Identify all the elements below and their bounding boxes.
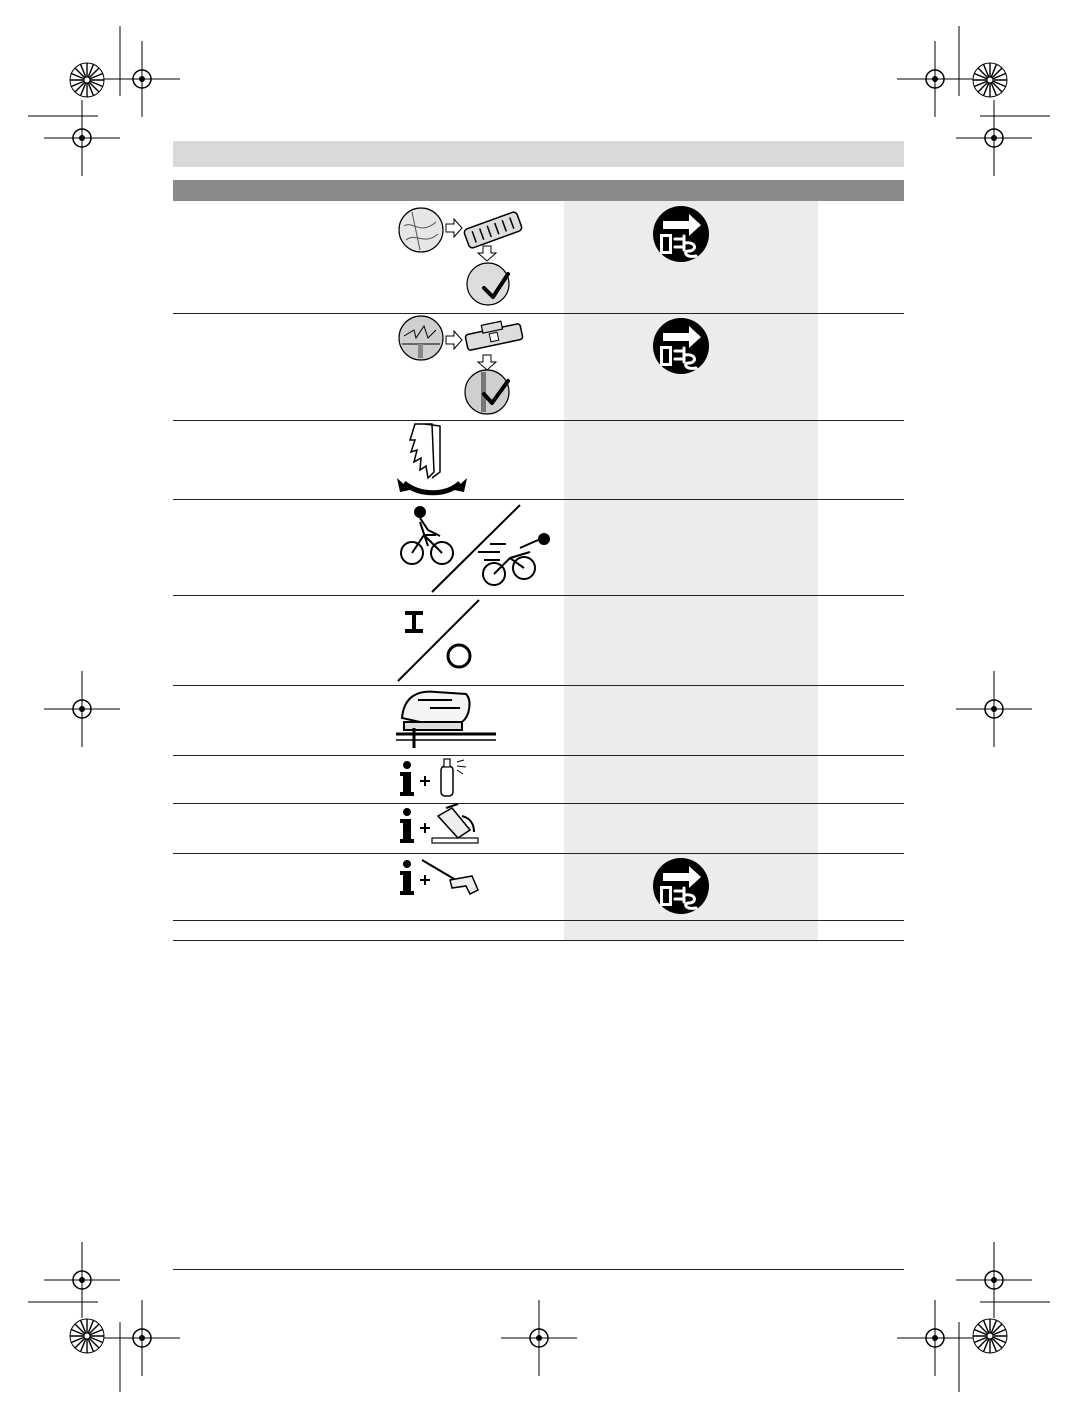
info-bevel-icon [400,804,478,843]
cyclist-speed-icon [401,505,549,592]
info-oil-icon [400,759,466,796]
cutting-plate-icon [399,208,523,305]
on-off-switch-icon [398,600,479,681]
saw-blade-insert-icon [397,424,467,493]
info-dust-extraction-icon [400,860,478,895]
registration-marks [28,26,1050,1392]
unplug-icon [653,318,709,374]
jigsaw-icon [396,692,496,748]
anti-splinter-guard-icon [399,316,523,414]
unplug-icon [653,858,709,914]
unplug-icon [653,206,709,262]
